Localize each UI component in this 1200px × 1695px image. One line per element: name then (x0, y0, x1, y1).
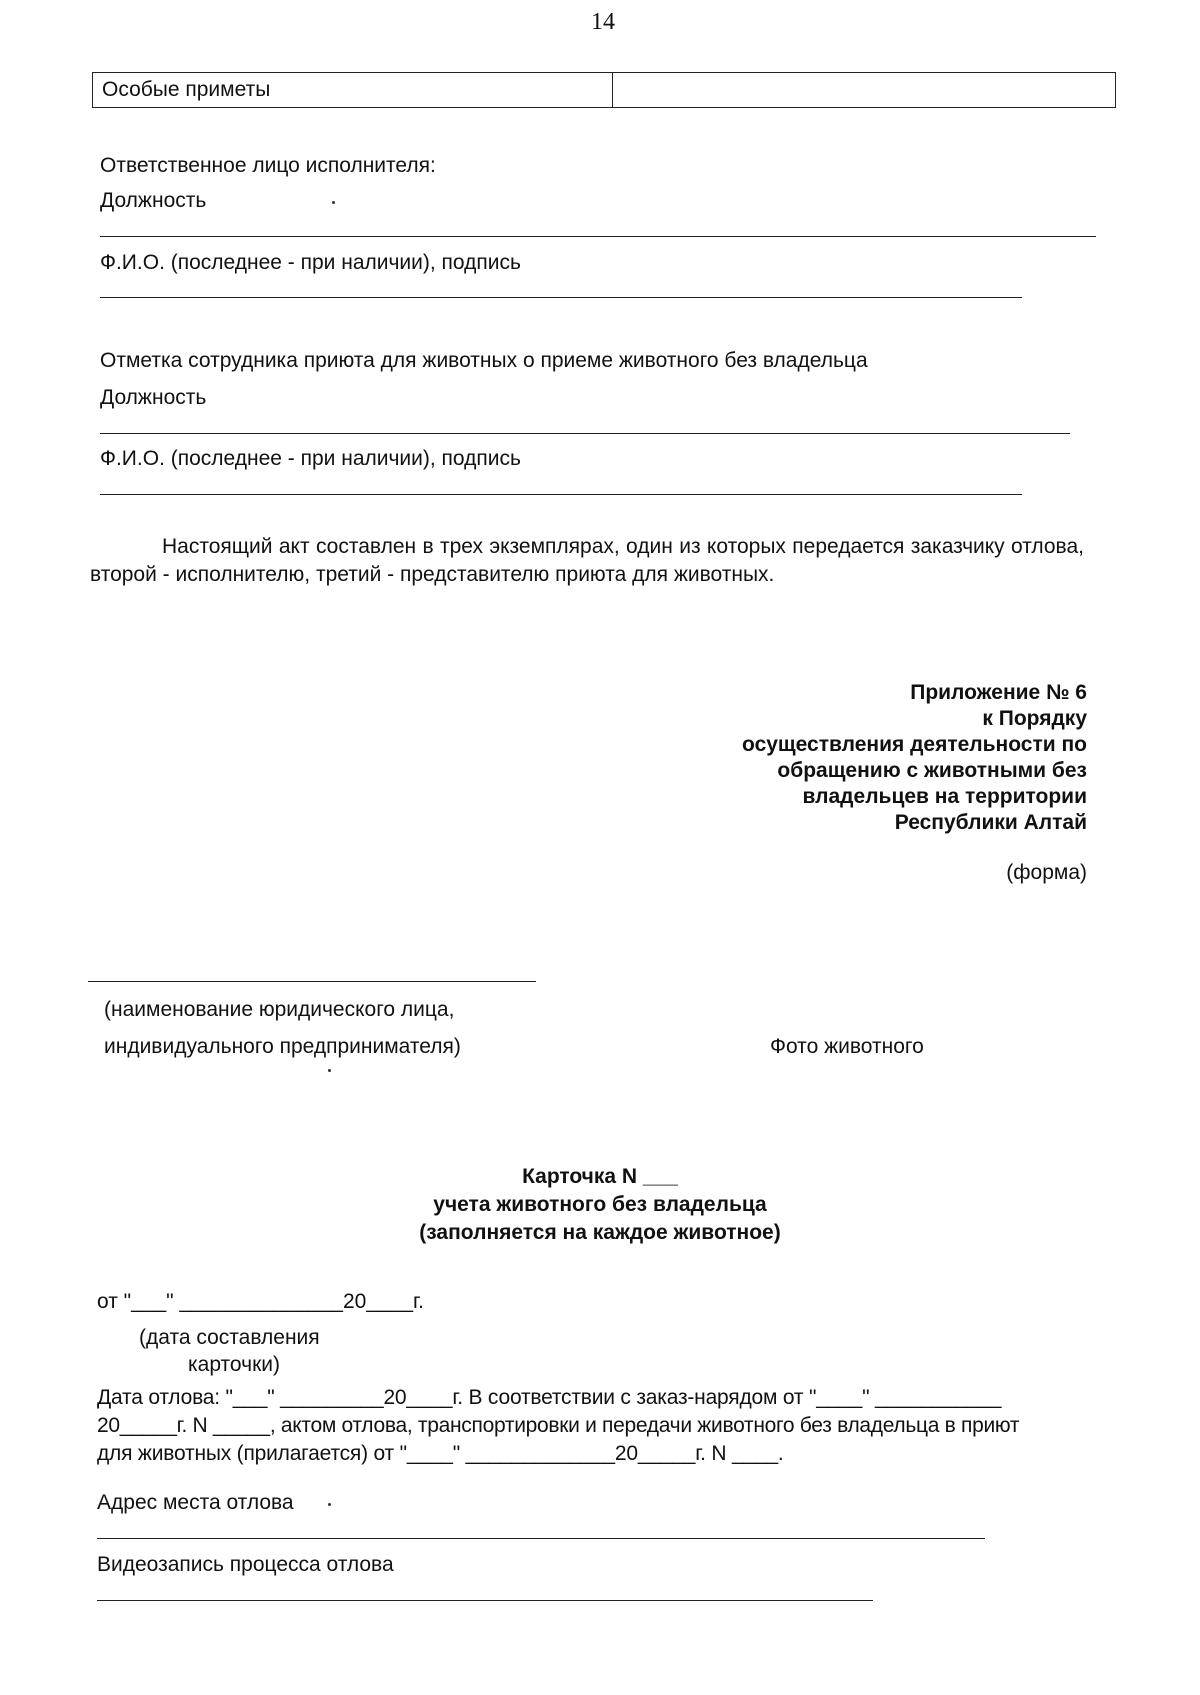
shelter-position-label: Должность (100, 386, 207, 409)
video-recording-label: Видеозапись процесса отлова (97, 1553, 394, 1576)
appendix-line: владельцев на территории (802, 785, 1087, 808)
card-date-caption2: карточки) (188, 1353, 280, 1376)
capture-address-line (97, 1538, 985, 1539)
page-number: 14 (591, 9, 615, 35)
responsible-position-label: Должность (100, 189, 207, 212)
appendix-header (667, 680, 1087, 836)
capture-line3: для животных (прилагается) от "____" _____________20_____г. N ____. (97, 1442, 784, 1465)
responsible-name-line (100, 297, 1022, 298)
card-date-line: от "___" ______________20____г. (97, 1290, 424, 1313)
animal-photo-label: Фото животного (770, 1035, 924, 1058)
shelter-name-line (100, 494, 1022, 495)
scan-dot (328, 1069, 331, 1072)
form-label: (форма) (1006, 861, 1087, 884)
scan-dot (332, 201, 335, 204)
appendix-line: обращению с животными без (777, 759, 1087, 782)
scan-dot (328, 1503, 331, 1506)
capture-line2: 20_____г. N _____, актом отлова, транспортировки и передачи животного без владельца в приют (97, 1414, 1020, 1437)
shelter-mark-heading: Отметка сотрудника приюта для животных о приеме животного без владельца (100, 349, 868, 372)
capture-line1: Дата отлова: "___" _________20____г. В соответствии с заказ-нарядом от "____" ___________ (97, 1386, 1002, 1409)
card-title-line2: учета животного без владельца (433, 1193, 767, 1216)
responsible-position-line (100, 236, 1096, 237)
video-recording-line (97, 1600, 873, 1601)
appendix-line: Приложение № 6 (910, 681, 1087, 704)
act-paragraph (90, 533, 1084, 589)
appendix-line: к Порядку (982, 707, 1087, 730)
act-paragraph-text: Настоящий акт составлен в трех экземплярах, один из которых передается заказчику отлова, второй - исполнителю, третий - представителю приюта для животных. (90, 535, 1084, 586)
appendix-line: осуществления деятельности по (742, 733, 1087, 756)
org-name-line (88, 981, 536, 982)
card-title-line1: Карточка N ___ (522, 1165, 678, 1188)
org-caption-line2: индивидуального предпринимателя) (104, 1035, 461, 1058)
shelter-name-label: Ф.И.О. (последнее - при наличии), подпись (100, 447, 521, 470)
special-marks-table (92, 72, 1116, 108)
card-title-line3: (заполняется на каждое животное) (419, 1221, 781, 1244)
appendix-line: Республики Алтай (894, 811, 1087, 834)
responsible-heading: Ответственное лицо исполнителя: (100, 154, 436, 177)
card-date-caption1: (дата составления (139, 1326, 320, 1349)
special-marks-label-cell (93, 73, 613, 107)
special-marks-label: Особые приметы (102, 78, 271, 101)
org-caption-line1: (наименование юридического лица, (104, 998, 455, 1021)
card-title (300, 1163, 900, 1247)
responsible-name-label: Ф.И.О. (последнее - при наличии), подпись (100, 251, 521, 274)
shelter-position-line (100, 433, 1070, 434)
capture-address-label: Адрес места отлова (97, 1491, 294, 1514)
